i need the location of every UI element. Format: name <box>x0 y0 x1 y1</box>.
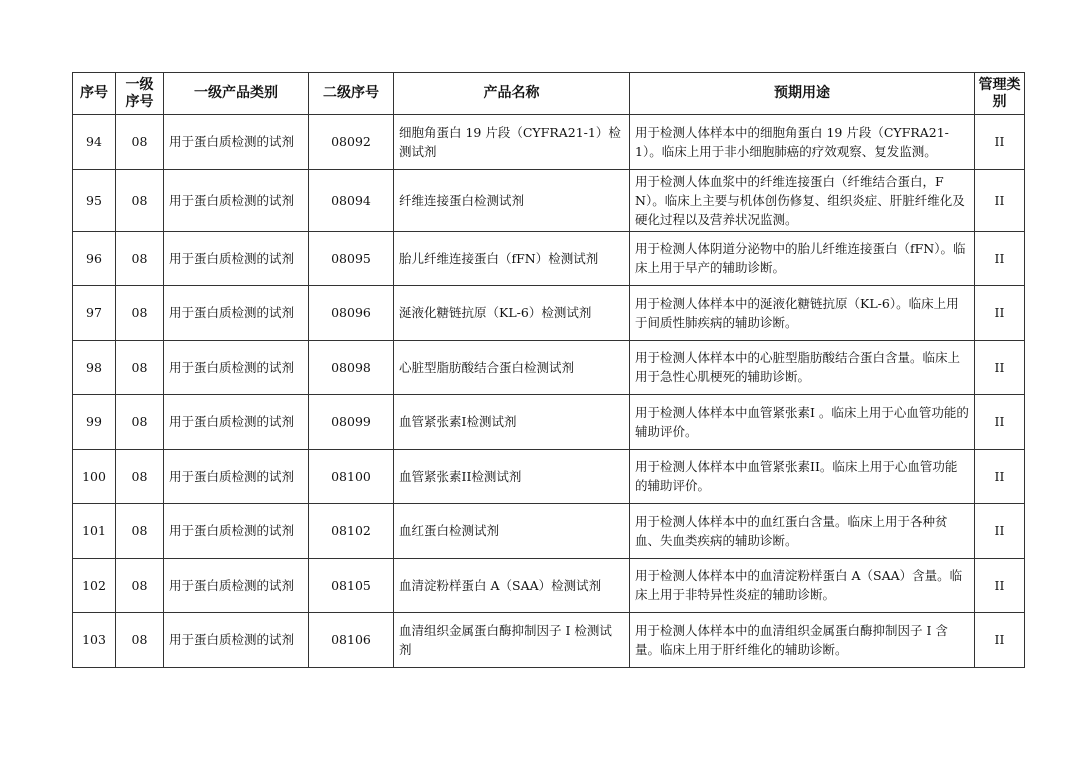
header-management-class: 管理类别 <box>975 73 1025 115</box>
table-header-row <box>73 73 1025 115</box>
cell-product-name: 纤维连接蛋白检测试剂 <box>394 169 630 231</box>
table-row <box>73 169 1025 231</box>
cell-intended-use: 用于检测人体血浆中的纤维连接蛋白（纤维结合蛋白，FN）。临床上主要与机体创伤修复、组织炎症、肝脏纤维化及硬化过程以及营养状况监测。 <box>630 169 975 231</box>
cell-product-name: 胎儿纤维连接蛋白（fFN）检测试剂 <box>394 231 630 286</box>
table-row <box>73 115 1025 170</box>
cell-management-class: II <box>975 340 1025 395</box>
cell-category: 用于蛋白质检测的试剂 <box>164 558 309 613</box>
cell-seq: 103 <box>73 613 116 668</box>
table-row <box>73 286 1025 341</box>
cell-intended-use: 用于检测人体样本中的心脏型脂肪酸结合蛋白含量。临床上用于急性心肌梗死的辅助诊断。 <box>630 340 975 395</box>
cell-management-class: II <box>975 169 1025 231</box>
cell-level2-seq: 08095 <box>309 231 394 286</box>
cell-seq: 96 <box>73 231 116 286</box>
cell-product-name: 细胞角蛋白 19 片段（CYFRA21-1）检测试剂 <box>394 115 630 170</box>
cell-intended-use: 用于检测人体样本中的血清淀粉样蛋白 A（SAA）含量。临床上用于非特异性炎症的辅助诊断。 <box>630 558 975 613</box>
cell-seq: 95 <box>73 169 116 231</box>
cell-intended-use: 用于检测人体样本中的涎液化糖链抗原（KL-6）。临床上用于间质性肺疾病的辅助诊断。 <box>630 286 975 341</box>
cell-level1-seq: 08 <box>116 613 164 668</box>
table-row <box>73 504 1025 559</box>
cell-intended-use: 用于检测人体样本中的血清组织金属蛋白酶抑制因子 I 含量。临床上用于肝纤维化的辅助诊断。 <box>630 613 975 668</box>
cell-management-class: II <box>975 115 1025 170</box>
cell-level2-seq: 08106 <box>309 613 394 668</box>
cell-level2-seq: 08096 <box>309 286 394 341</box>
cell-level2-seq: 08105 <box>309 558 394 613</box>
cell-management-class: II <box>975 504 1025 559</box>
cell-level2-seq: 08099 <box>309 395 394 450</box>
cell-seq: 100 <box>73 449 116 504</box>
cell-level1-seq: 08 <box>116 169 164 231</box>
cell-management-class: II <box>975 395 1025 450</box>
table-row <box>73 340 1025 395</box>
cell-level2-seq: 08092 <box>309 115 394 170</box>
header-intended-use: 预期用途 <box>630 73 975 115</box>
cell-level1-seq: 08 <box>116 504 164 559</box>
cell-level1-seq: 08 <box>116 395 164 450</box>
table-row <box>73 395 1025 450</box>
header-level1-seq: 一级序号 <box>116 73 164 115</box>
header-level1-category: 一级产品类别 <box>164 73 309 115</box>
cell-level2-seq: 08094 <box>309 169 394 231</box>
cell-level2-seq: 08102 <box>309 504 394 559</box>
cell-category: 用于蛋白质检测的试剂 <box>164 613 309 668</box>
cell-level2-seq: 08098 <box>309 340 394 395</box>
cell-level1-seq: 08 <box>116 231 164 286</box>
cell-intended-use: 用于检测人体阴道分泌物中的胎儿纤维连接蛋白（fFN）。临床上用于早产的辅助诊断。 <box>630 231 975 286</box>
cell-product-name: 血管紧张素I检测试剂 <box>394 395 630 450</box>
cell-seq: 98 <box>73 340 116 395</box>
cell-intended-use: 用于检测人体样本中的细胞角蛋白 19 片段（CYFRA21-1）。临床上用于非小细胞肺癌的疗效观察、复发监测。 <box>630 115 975 170</box>
cell-level1-seq: 08 <box>116 115 164 170</box>
cell-level1-seq: 08 <box>116 449 164 504</box>
table-row <box>73 613 1025 668</box>
product-catalog-table <box>72 72 1025 668</box>
cell-level1-seq: 08 <box>116 558 164 613</box>
cell-category: 用于蛋白质检测的试剂 <box>164 340 309 395</box>
cell-intended-use: 用于检测人体样本中血管紧张素II。临床上用于心血管功能的辅助评价。 <box>630 449 975 504</box>
header-seq: 序号 <box>73 73 116 115</box>
cell-product-name: 血管紧张素II检测试剂 <box>394 449 630 504</box>
cell-product-name: 血红蛋白检测试剂 <box>394 504 630 559</box>
header-level2-seq: 二级序号 <box>309 73 394 115</box>
cell-level2-seq: 08100 <box>309 449 394 504</box>
cell-product-name: 心脏型脂肪酸结合蛋白检测试剂 <box>394 340 630 395</box>
cell-level1-seq: 08 <box>116 286 164 341</box>
table-row <box>73 449 1025 504</box>
cell-seq: 97 <box>73 286 116 341</box>
header-product-name: 产品名称 <box>394 73 630 115</box>
table-row <box>73 231 1025 286</box>
cell-product-name: 血清淀粉样蛋白 A（SAA）检测试剂 <box>394 558 630 613</box>
cell-seq: 102 <box>73 558 116 613</box>
cell-seq: 94 <box>73 115 116 170</box>
cell-category: 用于蛋白质检测的试剂 <box>164 286 309 341</box>
cell-category: 用于蛋白质检测的试剂 <box>164 115 309 170</box>
cell-product-name: 血清组织金属蛋白酶抑制因子 I 检测试剂 <box>394 613 630 668</box>
cell-management-class: II <box>975 613 1025 668</box>
cell-category: 用于蛋白质检测的试剂 <box>164 504 309 559</box>
cell-level1-seq: 08 <box>116 340 164 395</box>
cell-product-name: 涎液化糖链抗原（KL-6）检测试剂 <box>394 286 630 341</box>
cell-category: 用于蛋白质检测的试剂 <box>164 449 309 504</box>
cell-category: 用于蛋白质检测的试剂 <box>164 395 309 450</box>
cell-category: 用于蛋白质检测的试剂 <box>164 169 309 231</box>
cell-intended-use: 用于检测人体样本中的血红蛋白含量。临床上用于各种贫血、失血类疾病的辅助诊断。 <box>630 504 975 559</box>
cell-seq: 101 <box>73 504 116 559</box>
table-row <box>73 558 1025 613</box>
cell-management-class: II <box>975 286 1025 341</box>
cell-management-class: II <box>975 558 1025 613</box>
cell-category: 用于蛋白质检测的试剂 <box>164 231 309 286</box>
cell-seq: 99 <box>73 395 116 450</box>
cell-intended-use: 用于检测人体样本中血管紧张素I 。临床上用于心血管功能的辅助评价。 <box>630 395 975 450</box>
cell-management-class: II <box>975 231 1025 286</box>
cell-management-class: II <box>975 449 1025 504</box>
